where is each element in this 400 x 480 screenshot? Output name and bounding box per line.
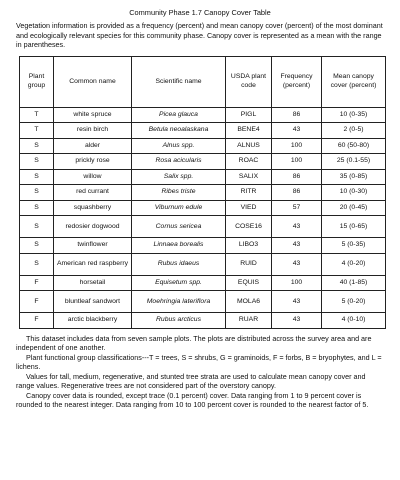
cell-plant-group: S	[20, 253, 54, 275]
cell-common-name: arctic blackberry	[54, 313, 132, 329]
cell-plant-group: S	[20, 185, 54, 201]
cell-usda-code: BENE4	[226, 123, 272, 139]
cell-scientific-name: Linnaea borealis	[132, 238, 226, 254]
table-row	[20, 169, 386, 185]
cell-scientific-name: Viburnum edule	[132, 200, 226, 216]
cell-scientific-name: Rosa acicularis	[132, 154, 226, 170]
cell-common-name: twinflower	[54, 238, 132, 254]
table-row	[20, 313, 386, 329]
cell-scientific-name: Cornus sericea	[132, 216, 226, 238]
cell-mean-cover: 35 (0-85)	[322, 169, 386, 185]
cell-plant-group: S	[20, 216, 54, 238]
intro-paragraph: Vegetation information is provided as a frequency (percent) and mean canopy cover (percent) of the most dominant and ecologically relevant species for this community phase. Canopy cover is represented as a mean with the range in parentheses.	[16, 21, 383, 50]
note-paragraph: Values for tall, medium, regenerative, and stunted tree strata are used to calculate mean canopy cover and range values. Regenerative trees are not considered part of the overstory canopy.	[16, 371, 366, 391]
cell-plant-group: S	[20, 238, 54, 254]
cell-usda-code: ALNUS	[226, 138, 272, 154]
cell-mean-cover: 15 (0-65)	[322, 216, 386, 238]
table-row	[20, 238, 386, 254]
cell-plant-group: T	[20, 123, 54, 139]
cell-mean-cover: 10 (0-30)	[322, 185, 386, 201]
cell-usda-code: EQUIS	[226, 275, 272, 291]
cell-common-name: horsetail	[54, 275, 132, 291]
cell-common-name: American red raspberry	[54, 253, 132, 275]
cell-mean-cover: 5 (0-20)	[322, 291, 386, 313]
cell-common-name: squashberry	[54, 200, 132, 216]
col-header-scientific-name: Scientific name	[132, 56, 226, 107]
col-header-plant-group: Plant group	[20, 56, 54, 107]
cell-frequency: 43	[272, 253, 322, 275]
cell-scientific-name: Rubus idaeus	[132, 253, 226, 275]
cell-plant-group: S	[20, 169, 54, 185]
cell-frequency: 43	[272, 313, 322, 329]
cell-scientific-name: Betula neoalaskana	[132, 123, 226, 139]
cell-frequency: 86	[272, 185, 322, 201]
cell-frequency: 100	[272, 154, 322, 170]
cell-scientific-name: Rubus arcticus	[132, 313, 226, 329]
cell-common-name: alder	[54, 138, 132, 154]
table-row	[20, 291, 386, 313]
cell-common-name: bluntleaf sandwort	[54, 291, 132, 313]
cell-scientific-name: Picea glauca	[132, 107, 226, 123]
cell-frequency: 43	[272, 238, 322, 254]
note-paragraph: Canopy cover data is rounded, except trace (0.1 percent) cover. Data ranging from 1 to 9 percent cover is rounded to the nearest integer. Data ranging from 10 to 100 percent cover is rounded to the nearest factor of 5.	[16, 390, 369, 410]
cell-usda-code: LIBO3	[226, 238, 272, 254]
cell-scientific-name: Ribes triste	[132, 185, 226, 201]
cell-usda-code: RITR	[226, 185, 272, 201]
cell-common-name: red currant	[54, 185, 132, 201]
page-title: Community Phase 1.7 Canopy Cover Table	[129, 8, 271, 17]
table-row	[20, 123, 386, 139]
table-row	[20, 253, 386, 275]
col-header-frequency: Frequency (percent)	[272, 56, 322, 107]
note-paragraph: This dataset includes data from seven sample plots. The plots are distributed across the survey area and are independent of one another.	[16, 333, 372, 353]
cell-scientific-name: Equisetum spp.	[132, 275, 226, 291]
table-row	[20, 185, 386, 201]
cell-usda-code: RUID	[226, 253, 272, 275]
cell-usda-code: PIGL	[226, 107, 272, 123]
cell-plant-group: F	[20, 313, 54, 329]
table-notes	[16, 334, 384, 410]
col-header-usda-code: USDA plant code	[226, 56, 272, 107]
cell-plant-group: F	[20, 275, 54, 291]
cell-frequency: 57	[272, 200, 322, 216]
cell-mean-cover: 4 (0-20)	[322, 253, 386, 275]
cell-common-name: prickly rose	[54, 154, 132, 170]
cell-common-name: willow	[54, 169, 132, 185]
cell-mean-cover: 5 (0-35)	[322, 238, 386, 254]
cell-common-name: resin birch	[54, 123, 132, 139]
cell-scientific-name: Alnus spp.	[132, 138, 226, 154]
cell-plant-group: S	[20, 154, 54, 170]
cell-scientific-name: Moehringia lateriflora	[132, 291, 226, 313]
table-row	[20, 138, 386, 154]
cell-mean-cover: 2 (0-5)	[322, 123, 386, 139]
table-row	[20, 154, 386, 170]
cell-common-name: redosier dogwood	[54, 216, 132, 238]
cell-plant-group: T	[20, 107, 54, 123]
col-header-common-name: Common name	[54, 56, 132, 107]
cell-frequency: 43	[272, 216, 322, 238]
cell-frequency: 43	[272, 123, 322, 139]
table-row	[20, 200, 386, 216]
cell-common-name: white spruce	[54, 107, 132, 123]
cell-mean-cover: 10 (0-35)	[322, 107, 386, 123]
cell-frequency: 100	[272, 275, 322, 291]
table-header-row	[20, 56, 386, 107]
cell-frequency: 43	[272, 291, 322, 313]
cell-usda-code: SALIX	[226, 169, 272, 185]
cell-mean-cover: 60 (50-80)	[322, 138, 386, 154]
cell-usda-code: COSE16	[226, 216, 272, 238]
note-paragraph: Plant functional group classifications---T = trees, S = shrubs, G = graminoids, F = forbs, B = bryophytes, and L = lichens.	[16, 352, 382, 372]
cell-scientific-name: Salix spp.	[132, 169, 226, 185]
cell-usda-code: ROAC	[226, 154, 272, 170]
cell-mean-cover: 40 (1-85)	[322, 275, 386, 291]
cell-plant-group: F	[20, 291, 54, 313]
cell-plant-group: S	[20, 138, 54, 154]
cell-mean-cover: 4 (0-10)	[322, 313, 386, 329]
table-row	[20, 216, 386, 238]
cell-plant-group: S	[20, 200, 54, 216]
cell-usda-code: RUAR	[226, 313, 272, 329]
table-row	[20, 275, 386, 291]
cell-usda-code: VIED	[226, 200, 272, 216]
cell-frequency: 86	[272, 107, 322, 123]
cell-frequency: 86	[272, 169, 322, 185]
col-header-mean-cover: Mean canopy cover (percent)	[322, 56, 386, 107]
canopy-cover-table	[19, 56, 386, 329]
cell-mean-cover: 25 (0.1-55)	[322, 154, 386, 170]
table-row	[20, 107, 386, 123]
cell-mean-cover: 20 (0-45)	[322, 200, 386, 216]
cell-frequency: 100	[272, 138, 322, 154]
cell-usda-code: MOLA6	[226, 291, 272, 313]
